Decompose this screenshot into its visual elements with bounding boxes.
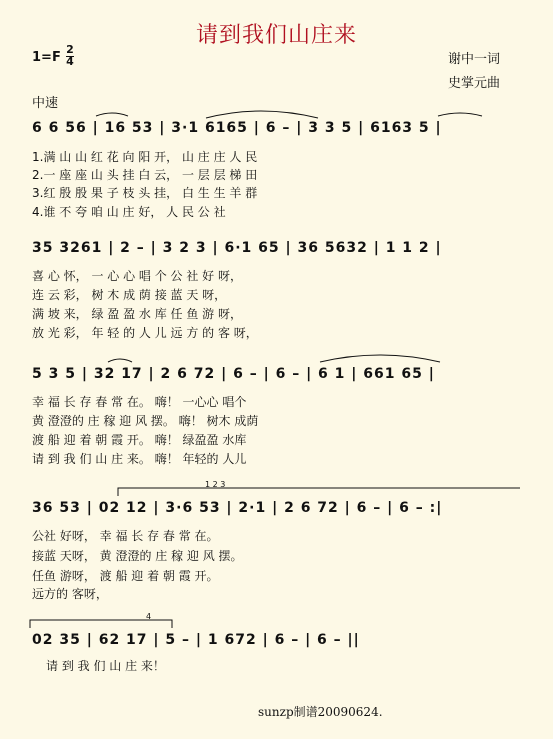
lyric-line: 连 云 彩， 树 木 成 荫 接 蓝 天 呀， [32, 288, 227, 302]
composer-credit: 史掌元曲 [448, 76, 501, 91]
lyric-line: 3.红 殷 殷 果 子 枝 头 挂， 白 生 生 羊 群 [32, 186, 258, 200]
notation-line: 02 35 | 62 17 | 5 – | 1 672 | 6 – | 6 – || [32, 632, 360, 648]
volta-bracket [30, 620, 172, 628]
slur-mark [206, 111, 318, 118]
slur-mark [96, 113, 128, 116]
time-signature-top: 2 [66, 43, 74, 56]
slur-mark [438, 113, 482, 116]
lyric-line: 4.谁 不 夸 咱 山 庄 好， 人 民 公 社 [32, 205, 226, 219]
lyricist-credit: 谢中一词 [448, 52, 501, 67]
volta-bracket [118, 488, 520, 496]
lyric-line: 请 到 我 们 山 庄 来！ [46, 659, 165, 673]
song-title: 请到我们山庄来 [195, 23, 357, 48]
lyric-line: 公社 好呀， 幸 福 长 存 春 常 在。 [32, 529, 219, 543]
lyric-line: 2.一 座 座 山 头 挂 白 云， 一 层 层 梯 田 [32, 168, 258, 182]
notation-line: 5 3 5 | 32 17 | 2 6 72 | 6 – | 6 – | 6 1 | 661 65 | [32, 366, 435, 382]
lyric-line: 远方的 客呀， [32, 587, 108, 601]
lyric-line: 满 坡 来， 绿 盈 盈 水 库 任 鱼 游 呀， [32, 307, 242, 321]
key-signature: 1=F [32, 50, 61, 65]
tempo-marking: 中速 [32, 96, 59, 111]
lyric-line: 请 到 我 们 山 庄 来。 嗨！ 年轻的 人儿 [32, 452, 247, 466]
lyric-line: 黄 澄澄的 庄 稼 迎 风 摆。 嗨！ 树木 成荫 [32, 414, 259, 428]
lyric-line: 接蓝 天呀， 黄 澄澄的 庄 稼 迎 风 摆。 [32, 549, 243, 563]
slur-mark [108, 359, 132, 362]
lyric-line: 1.满 山 山 红 花 向 阳 开， 山 庄 庄 人 民 [32, 150, 258, 164]
time-signature-bottom: 4 [66, 55, 74, 68]
notation-line: 6 6 56 | 16 53 | 3·1 6165 | 6 – | 3 3 5 | 6163 5 | [32, 120, 442, 136]
notation-line: 35 3261 | 2 – | 3 2 3 | 6·1 65 | 36 5632 | 1 1 2 | [32, 240, 442, 256]
transcriber-credit: sunzp制谱20090624. [258, 705, 383, 719]
lyric-line: 渡 船 迎 着 朝 霞 开。 嗨！ 绿盈盈 水库 [32, 433, 247, 447]
volta-label: 1 2 3 [205, 480, 226, 489]
lyric-line: 幸 福 长 存 春 常 在。 嗨！ 一心心 唱个 [32, 395, 247, 409]
lyric-line: 任鱼 游呀， 渡 船 迎 着 朝 霞 开。 [32, 569, 219, 583]
notation-line: 36 53 | 02 12 | 3·6 53 | 2·1 | 2 6 72 | 6 – | 6 – :| [32, 500, 443, 516]
lyric-line: 喜 心 怀， 一 心 心 唱 个 公 社 好 呀， [32, 269, 242, 283]
volta-label: 4 [146, 612, 152, 621]
lyric-line: 放 光 彩， 年 轻 的 人 儿 远 方 的 客 呀， [32, 326, 258, 340]
slur-mark [320, 355, 440, 362]
